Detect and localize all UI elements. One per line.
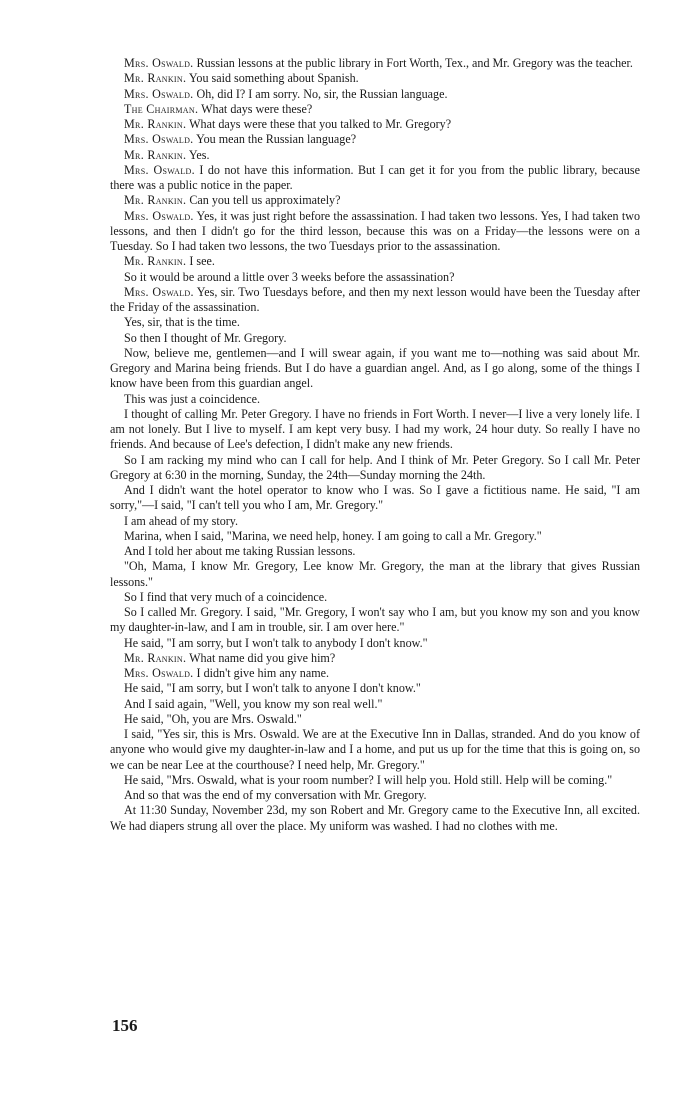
speaker-label: Mr. Rankin. <box>124 147 187 162</box>
transcript-paragraph <box>110 666 640 681</box>
transcript-paragraph <box>110 392 640 407</box>
speaker-label: The Chairman. <box>124 101 199 116</box>
paragraph-text: At 11:30 Sunday, November 23d, my son Robert and Mr. Gregory came to the Executive Inn, all excited. We had diapers strung all over the place. My uniform was washed. I had no clothes with me. <box>110 803 640 833</box>
paragraph-text: Oh, did I? I am sorry. No, sir, the Russian language. <box>193 86 448 101</box>
transcript-paragraph <box>110 117 640 132</box>
speaker-label: Mr. Rankin. <box>124 650 187 665</box>
paragraph-text: You said something about Spanish. <box>186 71 359 86</box>
transcript-paragraph <box>110 315 640 330</box>
paragraph-text: "Oh, Mama, I know Mr. Gregory, Lee know Mr. Gregory, the man at the library that gives Russian lessons." <box>110 559 640 589</box>
transcript-paragraph <box>110 544 640 559</box>
speaker-label: Mrs. Oswald. <box>124 284 194 299</box>
paragraph-text: So then I thought of Mr. Gregory. <box>124 330 287 345</box>
paragraph-text: He said, "Oh, you are Mrs. Oswald." <box>124 711 302 726</box>
speaker-label: Mr. Rankin. <box>124 71 187 86</box>
paragraph-text: Marina, when I said, "Marina, we need help, honey. I am going to call a Mr. Gregory." <box>124 528 542 543</box>
transcript-paragraph <box>110 681 640 696</box>
paragraph-text: He said, "I am sorry, but I won't talk to anybody I don't know." <box>124 635 428 650</box>
paragraph-text: I didn't give him any name. <box>193 666 330 680</box>
paragraph-text: Yes. <box>186 147 210 162</box>
transcript-paragraph <box>110 56 640 71</box>
paragraph-text: So I find that very much of a coincidence. <box>124 589 328 604</box>
transcript-paragraph <box>110 697 640 712</box>
transcript-paragraph <box>110 163 640 194</box>
speaker-label: Mrs. Oswald. <box>124 208 194 223</box>
paragraph-text: I do not have this information. But I can get it for you from the public library, because there was a public notice in the paper. <box>110 162 641 192</box>
paragraph-text: Russian lessons at the public library in Fort Worth, Tex., and Mr. Gregory was the teacher. <box>193 56 633 70</box>
paragraph-text: So I am racking my mind who can I call for help. And I think of Mr. Peter Gregory. So I call Mr. Peter Gregory at 6:30 in the morning, Sunday, the 24th—Sunday morning the 24th. <box>110 452 640 482</box>
transcript-paragraph <box>110 514 640 529</box>
paragraph-text: Yes, it was just right before the assassination. I had taken two lessons. Yes, I had taken two lessons, and then I didn't go for the third lesson, because this was on a Friday—the lessons were on a Tuesday. So I had taken two lessons, the two Tuesdays prior to the assassination. <box>110 208 640 253</box>
transcript-paragraph <box>110 529 640 544</box>
speaker-label: Mr. Rankin. <box>124 254 187 269</box>
page-number: 156 <box>112 1016 138 1035</box>
transcript-paragraph <box>110 331 640 346</box>
paragraph-text: What days were these? <box>198 101 313 116</box>
paragraph-text: So I called Mr. Gregory. I said, "Mr. Gregory, I won't say who I am, but you know my son and you know my daughter-in-law, and I am in trouble, sir. I am over here." <box>110 605 640 635</box>
paragraph-text: What days were these that you talked to Mr. Gregory? <box>186 117 452 131</box>
paragraph-text: I see. <box>186 254 215 269</box>
transcript-paragraph <box>110 590 640 605</box>
paragraph-text: Yes, sir. Two Tuesdays before, and then my next lesson would have been the Tuesday after the Friday of the assassination. <box>110 284 640 314</box>
paragraph-text: I said, "Yes sir, this is Mrs. Oswald. We are at the Executive Inn in Dallas, stranded. And do you know of anyone who would give my daughter-in-law and I a home, and put us up for the time that this is going on, so we can be near Lee at the courthouse? I need help, Mr. Gregory." <box>110 727 640 772</box>
transcript-paragraph <box>110 773 640 788</box>
transcript-paragraph <box>110 71 640 86</box>
speaker-label: Mr. Rankin. <box>124 193 187 208</box>
speaker-label: Mrs. Oswald. <box>124 162 195 177</box>
transcript-paragraph <box>110 102 640 117</box>
transcript-paragraph <box>110 346 640 392</box>
paragraph-text: Now, believe me, gentlemen—and I will swear again, if you want me to—nothing was said about Mr. Gregory and Marina being friends. But I do have a guardian angel. And, as I go along, some of the things I know have been from this guardian angel. <box>110 345 640 391</box>
speaker-label: Mr. Rankin. <box>124 117 187 131</box>
speaker-label: Mrs. Oswald. <box>124 132 194 147</box>
speaker-label: Mrs. Oswald. <box>124 666 194 680</box>
transcript-paragraph <box>110 132 640 147</box>
transcript-paragraph <box>110 727 640 773</box>
paragraph-text: I am ahead of my story. <box>124 513 239 528</box>
paragraph-text: Can you tell us approximately? <box>186 193 341 208</box>
transcript-paragraph <box>110 407 640 453</box>
paragraph-text: He said, "Mrs. Oswald, what is your room number? I will help you. Hold still. Help will be coming." <box>124 772 613 787</box>
paragraph-text: So it would be around a little over 3 weeks before the assassination? <box>124 269 455 284</box>
paragraph-text: And I didn't want the hotel operator to know who I was. So I gave a fictitious name. He said, "I am sorry,"—I said, "I can't tell you who I am, Mr. Gregory." <box>110 483 640 513</box>
paragraph-text: What name did you give him? <box>186 650 336 665</box>
transcript-paragraph <box>110 254 640 269</box>
transcript-paragraph <box>110 788 640 803</box>
transcript-paragraph <box>110 559 640 590</box>
transcript-paragraph <box>110 712 640 727</box>
transcript-paragraph <box>110 148 640 163</box>
paragraph-text: He said, "I am sorry, but I won't talk to anyone I don't know." <box>124 681 421 696</box>
transcript-body <box>110 56 640 834</box>
transcript-paragraph <box>110 453 640 484</box>
document-page <box>110 56 640 834</box>
paragraph-text: And I said again, "Well, you know my son real well." <box>124 696 383 711</box>
transcript-paragraph <box>110 285 640 316</box>
transcript-paragraph <box>110 87 640 102</box>
transcript-paragraph <box>110 803 640 834</box>
transcript-paragraph <box>110 651 640 666</box>
transcript-paragraph <box>110 209 640 255</box>
paragraph-text: And so that was the end of my conversation with Mr. Gregory. <box>124 788 427 802</box>
paragraph-text: You mean the Russian language? <box>193 132 357 147</box>
transcript-paragraph <box>110 605 640 636</box>
paragraph-text: And I told her about me taking Russian lessons. <box>124 544 356 558</box>
speaker-label: Mrs. Oswald. <box>124 56 194 70</box>
transcript-paragraph <box>110 270 640 285</box>
transcript-paragraph <box>110 636 640 651</box>
transcript-paragraph <box>110 483 640 514</box>
paragraph-text: This was just a coincidence. <box>124 391 261 406</box>
paragraph-text: Yes, sir, that is the time. <box>124 315 240 330</box>
paragraph-text: I thought of calling Mr. Peter Gregory. I have no friends in Fort Worth. I never—I live a very lonely life. I am not lonely. But I live to myself. I am kept very busy. I had my work, 24 hour duty. So really I have no friends. And because of Lee's defection, I didn't make any new friends. <box>110 406 640 452</box>
transcript-paragraph <box>110 193 640 208</box>
speaker-label: Mrs. Oswald. <box>124 86 194 101</box>
